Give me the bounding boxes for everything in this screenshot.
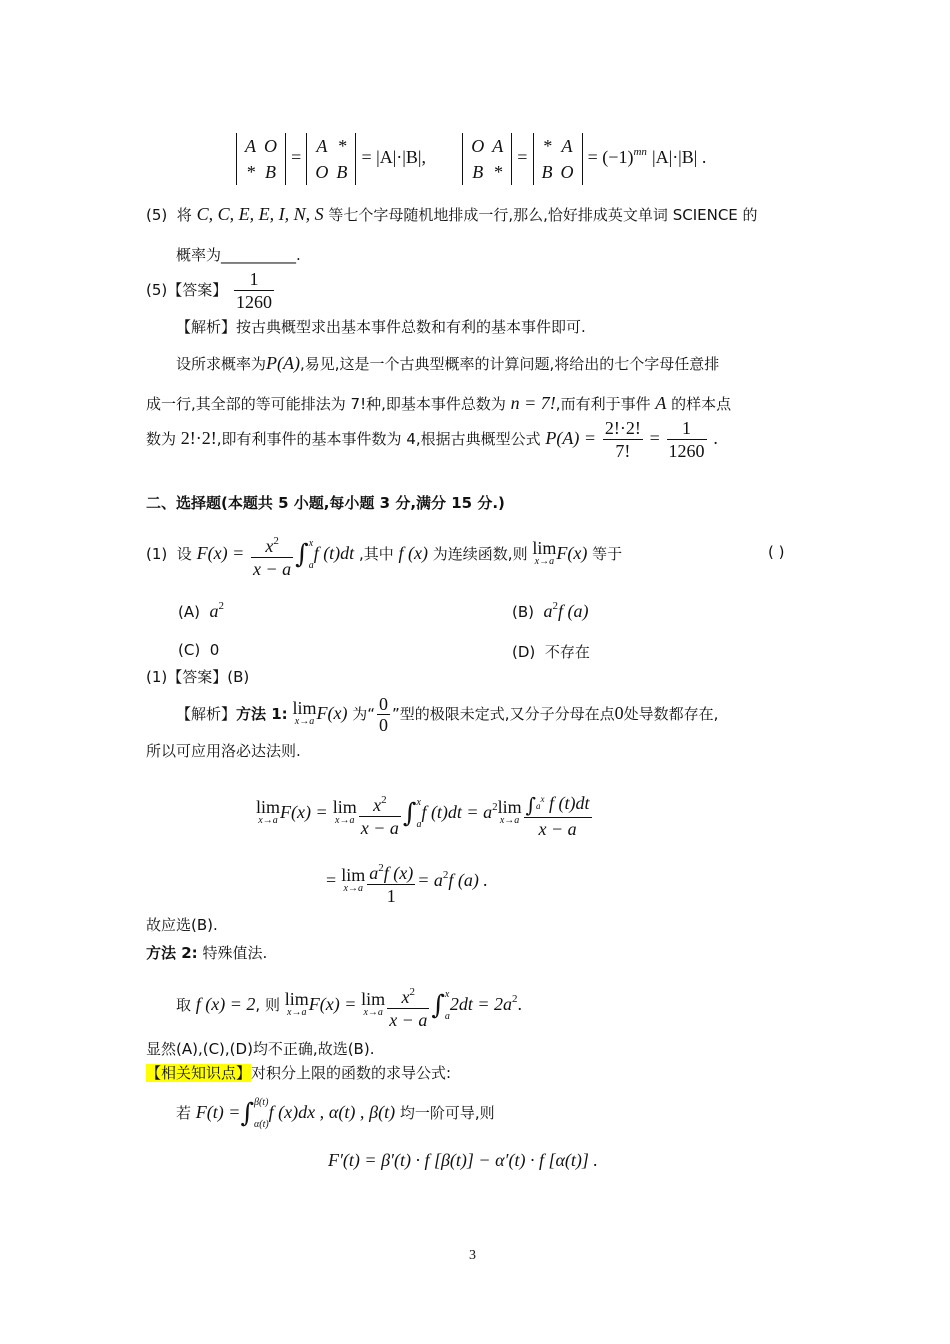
related-label: 【相关知识点】 bbox=[146, 1064, 252, 1082]
conclusion-1: 故应选(B). bbox=[146, 916, 218, 934]
det-starABO: * A B O bbox=[533, 133, 583, 185]
q5-analysis: 【解析】按古典概型求出基本事件总数和有利的基本事件即可. bbox=[176, 318, 586, 336]
option-b[interactable]: (B) $a^2f$ (a) bbox=[512, 600, 589, 621]
method2-eq: 取 f (x) = 2, 则 lim x→a F(x) = lim x→a $\frac{x^2}{x - a}$ ∫ x a $2dt = 2a^2$. bbox=[176, 985, 523, 1030]
conclusion-2: 显然(A),(C),(D)均不正确,故选(B). bbox=[146, 1040, 375, 1058]
related-knowledge: 【相关知识点】对积分上限的函数的求导公式: bbox=[146, 1064, 452, 1082]
det-OA: O A B * bbox=[462, 133, 512, 185]
method1-line: 【解析】方法 1: lim x→a F(x) 为“ $\frac{0}{0}$ ”型的极限未定式,又分子分母在点0处导数都存在, bbox=[176, 694, 719, 735]
q5-line1: (5) 将 C, C, E, E, I, N, S 等七个字母随机地排成一行,那么,恰好排成英文单词 SCIENCE 的 bbox=[146, 204, 758, 224]
det-AO: A O * B bbox=[236, 133, 286, 185]
page-number: 3 bbox=[469, 1248, 476, 1263]
q5-para3: 数为 2!·2!,即有利事件的基本事件数为 4,根据古典概型公式 P(A) = $\frac{2!\cdot 2!}{7!}$ = $\frac{1}{1260}$ . bbox=[146, 418, 718, 461]
display-eq1: lim x→a F(x) = lim x→a $\frac{x^2}{x - a}$ ∫ x a f $(t)dt = a^2$ lim x→a $\frac{\int a^x f (t)dt}{x - a}$ bbox=[256, 792, 590, 839]
q5-answer: (5)【答案】 $\frac{1}{1260}$ bbox=[146, 269, 273, 312]
determinant-formula: A O * B = A * O B = |A|·|B|, O A B * = * A B O = $(-1)^{mn}$ |A|·|B| . bbox=[236, 124, 706, 180]
answer-paren: ( ) bbox=[768, 543, 785, 561]
derivative-formula: F′(t) = β′(t) · f [β(t)] − α′(t) · f [α(t)] . bbox=[328, 1150, 598, 1170]
answer-fraction: $\frac{1}{1260}$ bbox=[236, 269, 273, 312]
method2-line: 方法 2: 特殊值法. bbox=[146, 944, 268, 962]
q1-statement: (1) 设 F(x) = $\frac{x^2}{x - a}$ ∫ x a f (t)dt ,其中 f (x) 为连续函数,则 lim x→a F(x) 等于 bbox=[146, 534, 623, 579]
option-d[interactable]: (D) 不存在 bbox=[512, 643, 590, 661]
q5-line2: 概率为__________. bbox=[176, 246, 301, 264]
display-eq2: = lim x→a $\frac{a^2f (x)}{1}$ = $a^2f$ (a) . bbox=[326, 861, 488, 906]
det-AstarOB: A * O B bbox=[306, 133, 356, 185]
q5-para2: 成一行,其全部的等可能排法为 7!种,即基本事件总数为 n = 7!,而有利于事件 A 的样本点 bbox=[146, 393, 732, 413]
method1-line2: 所以可应用洛必达法则. bbox=[146, 742, 301, 760]
option-a[interactable]: (A) $a^2$ bbox=[178, 600, 225, 621]
q5-para1: 设所求概率为P(A),易见,这是一个古典型概率的计算问题,将给出的七个字母任意排 bbox=[176, 353, 720, 373]
option-c[interactable]: (C) 0 bbox=[178, 641, 220, 659]
if-line: 若 F(t) =∫ β(t) α(t) f (x)dx , α(t) , β(t) 均一阶可导,则 bbox=[176, 1096, 495, 1130]
q1-answer: (1)【答案】(B) bbox=[146, 668, 250, 686]
section-title: 二、选择题(本题共 5 小题,每小题 3 分,满分 15 分.) bbox=[146, 494, 505, 512]
